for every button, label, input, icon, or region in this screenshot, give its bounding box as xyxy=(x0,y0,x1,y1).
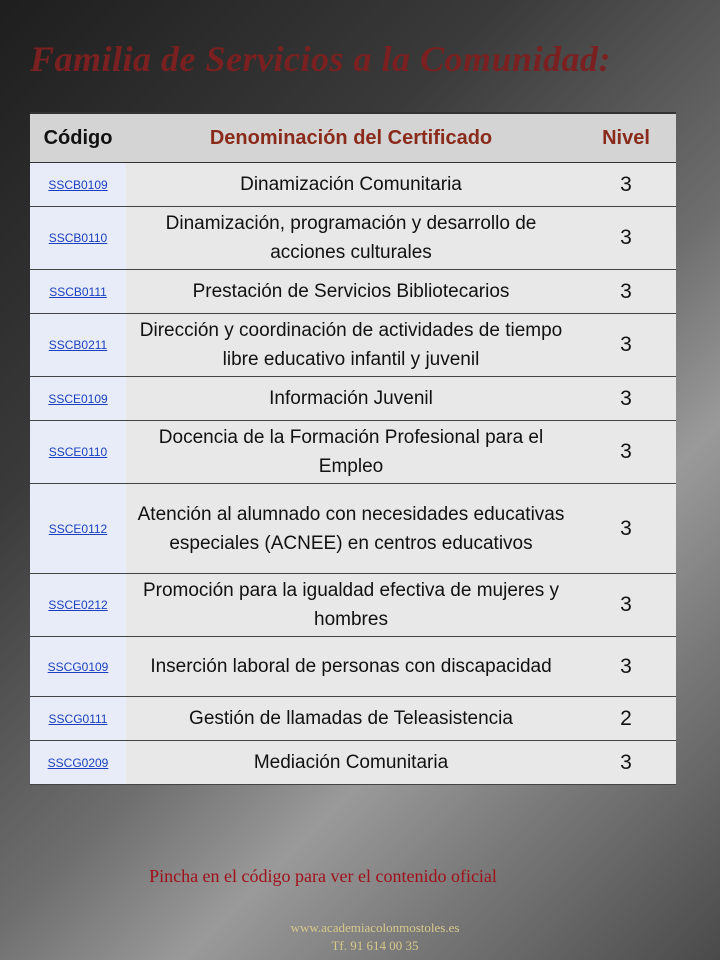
certificate-code-link[interactable]: SSCE0110 xyxy=(48,445,108,459)
certificate-level: 3 xyxy=(576,377,676,421)
code-cell xyxy=(30,741,126,785)
certificate-code-link[interactable]: SSCE0112 xyxy=(48,521,108,536)
certificates-table xyxy=(30,114,676,785)
page-title: Familia de Servicios a la Comunidad: xyxy=(30,39,612,79)
certificate-name: Atención al alumnado con necesidades educativas especiales (ACNEE) en centros educativos xyxy=(126,484,576,574)
column-header-level: Nivel xyxy=(576,114,676,163)
code-cell xyxy=(30,637,126,697)
code-cell xyxy=(30,163,126,207)
certificate-code-link[interactable]: SSCE0109 xyxy=(48,391,108,406)
table-row xyxy=(30,377,676,421)
code-cell xyxy=(30,697,126,741)
certificate-code-link[interactable]: SSCE0212 xyxy=(48,598,108,612)
table-row xyxy=(30,637,676,697)
certificate-level: 3 xyxy=(576,637,676,697)
certificate-name: Promoción para la igualdad efectiva de mujeres y hombres xyxy=(126,574,576,637)
certificate-code-link[interactable]: SSCG0109 xyxy=(47,659,109,674)
certificate-level: 3 xyxy=(576,421,676,484)
table-row xyxy=(30,484,676,574)
table-row xyxy=(30,207,676,270)
certificate-name: Dirección y coordinación de actividades de tiempo libre educativo infantil y juvenil xyxy=(126,314,576,377)
table-row xyxy=(30,421,676,484)
certificate-code-link[interactable]: SSCB0110 xyxy=(48,231,108,245)
footer-website: www.academiacolonmostoles.es xyxy=(290,920,460,935)
certificate-name: Dinamización Comunitaria xyxy=(126,163,576,207)
footer-phone: Tf. 91 614 00 35 xyxy=(331,938,419,953)
code-cell xyxy=(30,270,126,314)
code-cell xyxy=(30,484,126,574)
table-row xyxy=(30,270,676,314)
certificate-code-link[interactable]: SSCB0111 xyxy=(49,284,107,299)
table-row xyxy=(30,741,676,785)
certificate-name: Prestación de Servicios Bibliotecarios xyxy=(126,270,576,314)
code-cell xyxy=(30,377,126,421)
certificate-code-link[interactable]: SSCB0211 xyxy=(48,338,108,352)
certificate-level: 3 xyxy=(576,741,676,785)
code-cell xyxy=(30,421,126,484)
certificate-code-link[interactable]: SSCG0111 xyxy=(48,711,108,726)
certificate-name: Inserción laboral de personas con discapacidad xyxy=(126,637,576,697)
table-header-row xyxy=(30,114,676,163)
code-cell xyxy=(30,207,126,270)
certificate-code-link[interactable]: SSCB0109 xyxy=(48,177,108,192)
column-header-name: Denominación del Certificado xyxy=(126,114,576,163)
table-row xyxy=(30,314,676,377)
table-row xyxy=(30,163,676,207)
certificate-name: Dinamización, programación y desarrollo de acciones culturales xyxy=(126,207,576,270)
certificate-name: Gestión de llamadas de Teleasistencia xyxy=(126,697,576,741)
certificate-level: 3 xyxy=(576,163,676,207)
code-cell xyxy=(30,574,126,637)
table-row xyxy=(30,574,676,637)
certificate-name: Información Juvenil xyxy=(126,377,576,421)
certificate-level: 3 xyxy=(576,314,676,377)
certificate-level: 3 xyxy=(576,574,676,637)
certificate-level: 2 xyxy=(576,697,676,741)
certificate-level: 3 xyxy=(576,207,676,270)
certificate-level: 3 xyxy=(576,270,676,314)
certificate-level: 3 xyxy=(576,484,676,574)
certificate-name: Mediación Comunitaria xyxy=(126,741,576,785)
click-code-note: Pincha en el código para ver el contenido oficial xyxy=(149,866,497,886)
table-row xyxy=(30,697,676,741)
column-header-code: Código xyxy=(30,114,126,163)
code-cell xyxy=(30,314,126,377)
certificate-code-link[interactable]: SSCG0209 xyxy=(47,755,109,770)
certificate-name: Docencia de la Formación Profesional para el Empleo xyxy=(126,421,576,484)
